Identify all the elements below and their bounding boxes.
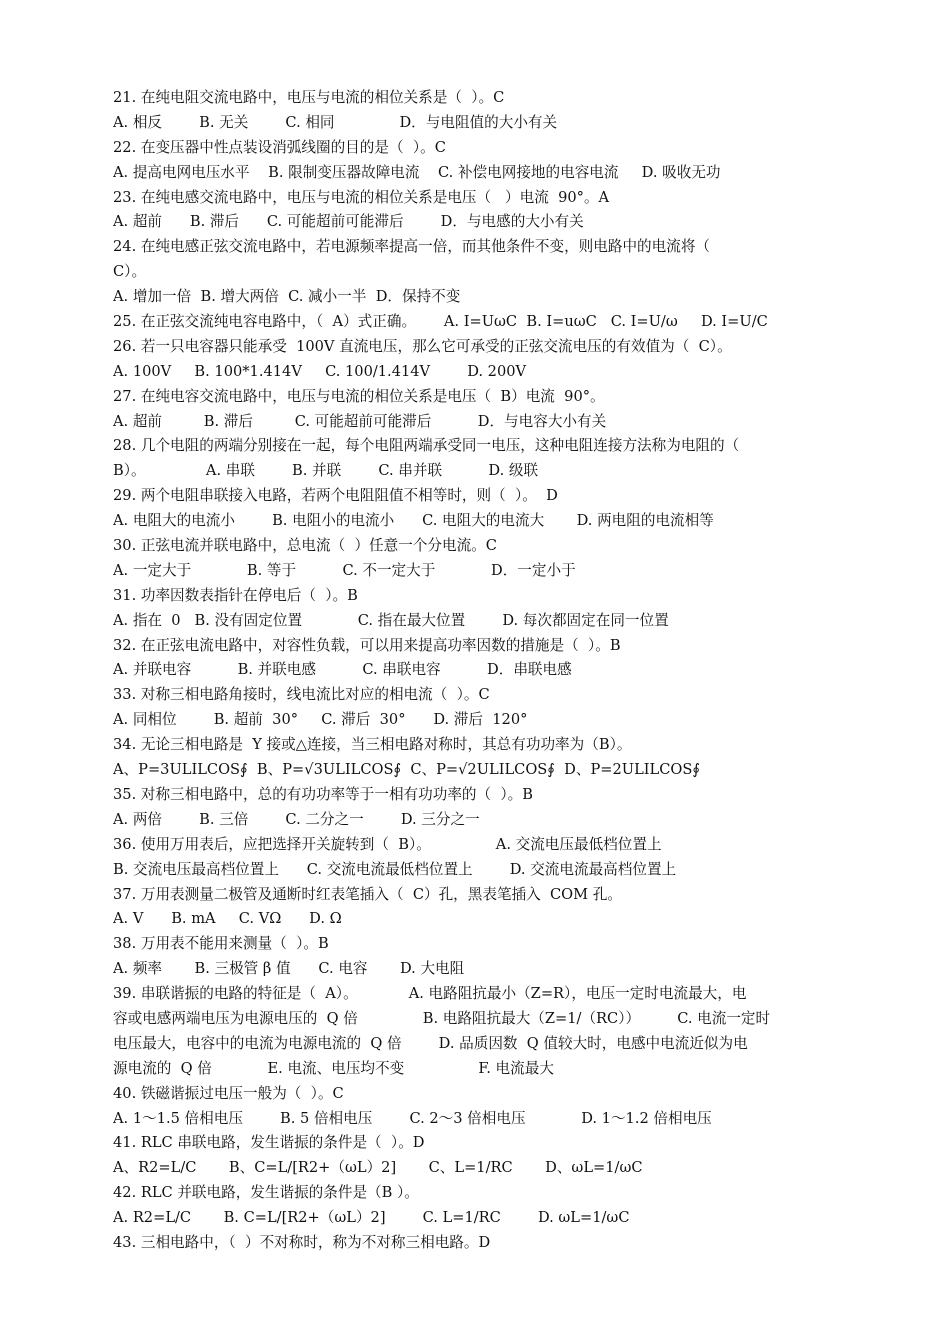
options-34: A、P=3ULILCOS∮ B、P=√3ULILCOS∮ C、P=√2ULILCOS∮ D、P=2ULILCOS∮: [113, 761, 700, 779]
options-30: A. 一定大于 B. 等于 C. 不一定大于 D．一定小于: [113, 561, 576, 579]
options-41: A、R2=L/C B、C=L/[R2+（ωL）2] C、L=1/RC D、ωL=1/ωC: [113, 1159, 643, 1177]
options-39-line-4: 源电流的 Q 倍 E. 电流、电压均不变 F. 电流最大: [113, 1059, 554, 1077]
options-31: A. 指在 0 B. 没有固定位置 C. 指在最大位置 D. 每次都固定在同一位置: [113, 611, 669, 629]
options-26: A. 100V B. 100*1.414V C. 100/1.414V D. 200V: [113, 362, 527, 380]
question-27: 27. 在纯电容交流电路中，电压与电流的相位关系是电压（ B）电流 90°。: [113, 387, 605, 405]
question-32: 32. 在正弦电流电路中，对容性负载，可以用来提高功率因数的措施是（ ）。B: [113, 636, 621, 654]
options-29: A. 电阻大的电流小 B. 电阻小的电流小 C. 电阻大的电流大 D. 两电阻的电流相等: [113, 512, 714, 530]
options-36: B. 交流电压最高档位置上 C. 交流电流最低档位置上 D. 交流电流最高档位置上: [113, 860, 677, 878]
options-23: A. 超前 B. 滞后 C. 可能超前可能滞后 D．与电感的大小有关: [113, 213, 584, 231]
options-24: A. 增加一倍 B. 增大两倍 C. 减小一半 D．保持不变: [113, 288, 461, 306]
question-35: 35. 对称三相电路中，总的有功功率等于一相有功功率的（ ）。B: [113, 785, 533, 803]
question-41: 41. RLC 串联电路，发生谐振的条件是（ ）。D: [113, 1134, 425, 1152]
question-37: 37. 万用表测量二极管及通断时红表笔插入（ C）孔，黑表笔插入 COM 孔。: [113, 885, 622, 903]
options-42: A. R2=L/C B. C=L/[R2+（ωL）2] C. L=1/RC D. ωL=1/ωC: [113, 1209, 630, 1227]
question-38: 38. 万用表不能用来测量（ ）。B: [113, 935, 329, 953]
options-22: A. 提高电网电压水平 B. 限制变压器故障电流 C. 补偿电网接地的电容电流 D. 吸收无功: [113, 163, 721, 181]
question-25: 25. 在正弦交流纯电容电路中，（ A）式正确。 A. I=UωC B. I=uωC C. I=U/ω D. I=U/C: [113, 313, 768, 331]
question-22: 22. 在变压器中性点装设消弧线圈的目的是（ ）。C: [113, 138, 446, 156]
question-36: 36. 使用万用表后，应把选择开关旋转到（ B）。 A. 交流电压最低档位置上: [113, 835, 662, 853]
question-23: 23. 在纯电感交流电路中，电压与电流的相位关系是电压（ ）电流 90°。A: [113, 188, 610, 206]
options-32: A. 并联电容 B. 并联电感 C. 串联电容 D．串联电感: [113, 661, 572, 679]
options-21: A. 相反 B. 无关 C. 相同 D．与电阻值的大小有关: [113, 113, 558, 131]
options-33: A. 同相位 B. 超前 30° C. 滞后 30° D. 滞后 120°: [113, 711, 528, 729]
options-37: A. V B. mA C. VΩ D. Ω: [113, 910, 342, 928]
question-24: 24. 在纯电感正弦交流电路中，若电源频率提高一倍，而其他条件不变，则电路中的电流将（: [113, 238, 711, 256]
options-27: A. 超前 B. 滞后 C. 可能超前可能滞后 D．与电容大小有关: [113, 412, 607, 430]
options-40: A. 1～1.5 倍相电压 B. 5 倍相电压 C. 2～3 倍相电压 D. 1～1.2 倍相电压: [113, 1109, 712, 1127]
options-28: B）。 A. 串联 B. 并联 C. 串并联 D. 级联: [113, 462, 539, 480]
question-29: 29. 两个电阻串联接入电路，若两个电阻阻值不相等时，则（ ）。 D: [113, 487, 558, 505]
question-26: 26. 若一只电容器只能承受 100V 直流电压，那么它可承受的正弦交流电压的有效值为（ C）。: [113, 337, 732, 355]
question-43: 43. 三相电路中，（ ）不对称时，称为不对称三相电路。D: [113, 1233, 491, 1251]
question-42: 42. RLC 并联电路，发生谐振的条件是（B ）。: [113, 1184, 419, 1202]
question-34: 34. 无论三相电路是 Y 接或△连接，当三相电路对称时，其总有功功率为（B）。: [113, 736, 632, 754]
question-33: 33. 对称三相电路角接时，线电流比对应的相电流（ ）。C: [113, 686, 490, 704]
question-30: 30. 正弦电流并联电路中，总电流（ ）任意一个分电流。C: [113, 537, 497, 555]
question-31: 31. 功率因数表指针在停电后（ ）。B: [113, 586, 358, 604]
question-28: 28. 几个电阻的两端分别接在一起，每个电阻两端承受同一电压，这种电阻连接方法称为电阻的（: [113, 437, 740, 455]
document-page: [113, 86, 835, 1256]
options-38: A. 频率 B. 三极管 β 值 C. 电容 D. 大电阻: [113, 960, 465, 978]
options-35: A. 两倍 B. 三倍 C. 二分之一 D. 三分之一: [113, 810, 480, 828]
question-39: 39. 串联谐振的电路的特征是（ A）。 A. 电路阻抗最小（Z=R），电压一定时电流最大，电: [113, 985, 747, 1003]
question-40: 40. 铁磁谐振过电压一般为（ ）。C: [113, 1084, 344, 1102]
question-21: 21. 在纯电阻交流电路中，电压与电流的相位关系是（ ）。C: [113, 89, 505, 106]
options-39-line-3: 电压最大，电容中的电流为电源电流的 Q 倍 D. 品质因数 Q 值较大时，电感中电流近似为电: [113, 1034, 748, 1052]
options-39-line-2: 容或电感两端电压为电源电压的 Q 倍 B. 电路阻抗最大（Z=1/（RC）） C. 电流一定时: [113, 1009, 771, 1027]
question-24-cont: C）。: [113, 263, 147, 281]
